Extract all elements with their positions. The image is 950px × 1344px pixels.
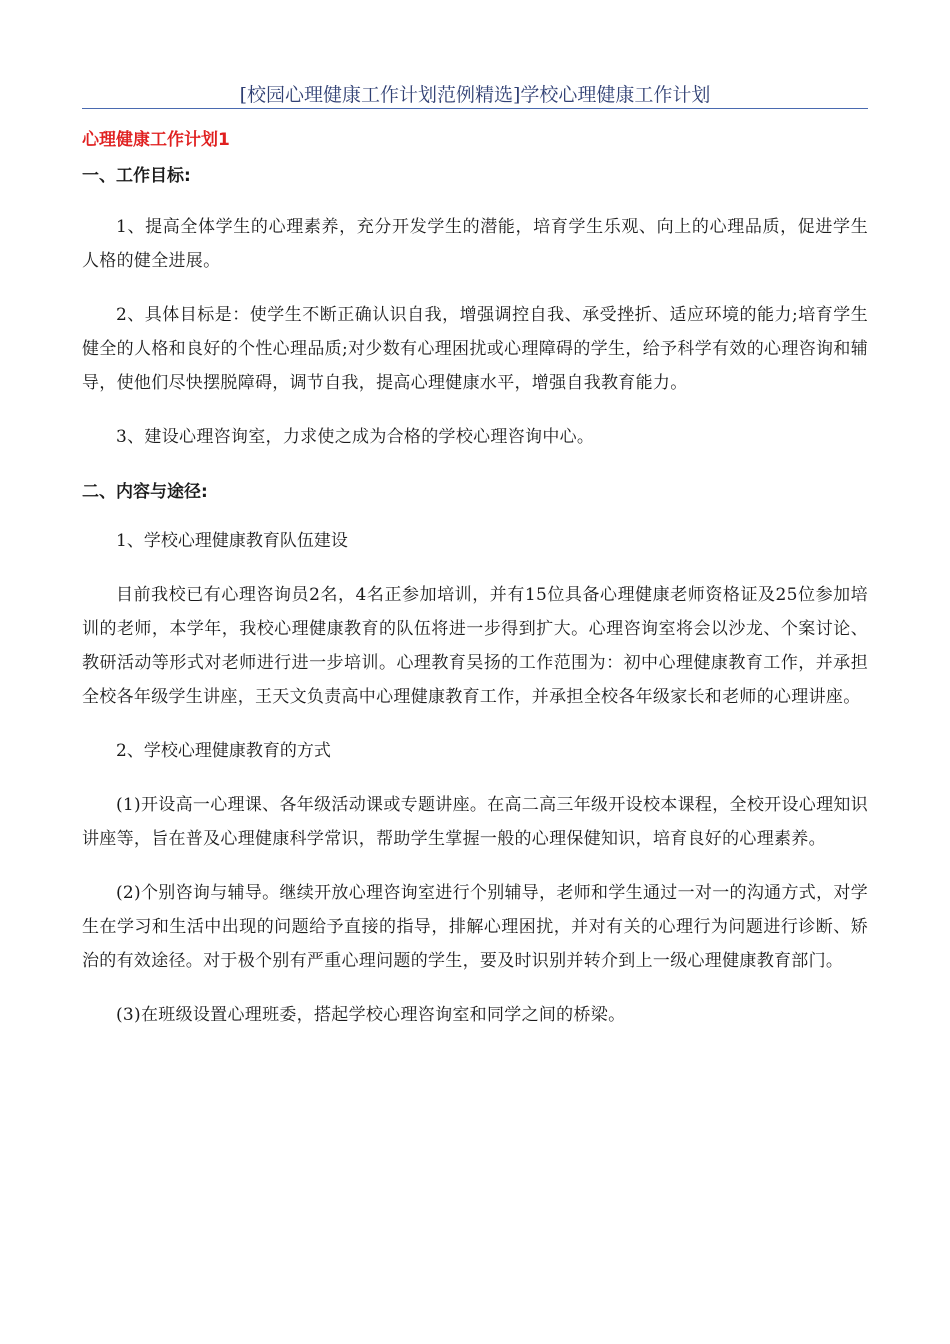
method-paragraph-2: (2)个别咨询与辅导。继续开放心理咨询室进行个别辅导，老师和学生通过一对一的沟通方式，对学生在学习和生活中出现的问题给予直接的指导，排解心理困扰，并对有关的心理行为问题进行诊断、矫治的有效途径。对于极个别有严重心理问题的学生，要及时识别并转介到上一级心理健康教育部门。 — [82, 883, 868, 971]
goal-paragraph-2: 2、具体目标是：使学生不断正确认识自我，增强调控自我、承受挫折、适应环境的能力;培育学生健全的人格和良好的个性心理品质;对少数有心理困扰或心理障碍的学生，给予科学有效的心理咨询和辅导，使他们尽快摆脱障碍，调节自我，提高心理健康水平，增强自我教育能力。 — [82, 305, 868, 393]
document-body — [82, 128, 868, 1032]
sub-heading-team: 1、学校心理健康教育队伍建设 — [116, 531, 348, 551]
team-paragraph: 目前我校已有心理咨询员2名，4名正参加培训，并有15位具备心理健康老师资格证及25位参加培训的老师，本学年，我校心理健康教育的队伍将进一步得到扩大。心理咨询室将会以沙龙、个案讨论、教研活动等形式对老师进行进一步培训。心理教育吴扬的工作范围为：初中心理健康教育工作，并承担全校各年级学生讲座，王天文负责高中心理健康教育工作，并承担全校各年级家长和老师的心理讲座。 — [82, 585, 868, 707]
section-heading-goals: 一、工作目标: — [82, 166, 191, 186]
method-paragraph-1: (1)开设高一心理课、各年级活动课或专题讲座。在高二高三年级开设校本课程，全校开设心理知识讲座等，旨在普及心理健康科学常识，帮助学生掌握一般的心理保健知识，培育良好的心理素养。 — [82, 795, 868, 849]
section-heading-content: 二、内容与途径: — [82, 482, 208, 502]
header-divider — [82, 108, 868, 109]
sub-heading-methods: 2、学校心理健康教育的方式 — [116, 741, 331, 761]
goal-paragraph-1: 1、提高全体学生的心理素养，充分开发学生的潜能，培育学生乐观、向上的心理品质，促进学生人格的健全进展。 — [82, 217, 868, 271]
method-paragraph-3: (3)在班级设置心理班委，搭起学校心理咨询室和同学之间的桥梁。 — [116, 1005, 626, 1025]
plan-title: 心理健康工作计划1 — [82, 130, 230, 150]
document-header-title: [校园心理健康工作计划范例精选]学校心理健康工作计划 — [239, 84, 711, 106]
goal-paragraph-3: 3、建设心理咨询室，力求使之成为合格的学校心理咨询中心。 — [116, 427, 595, 447]
